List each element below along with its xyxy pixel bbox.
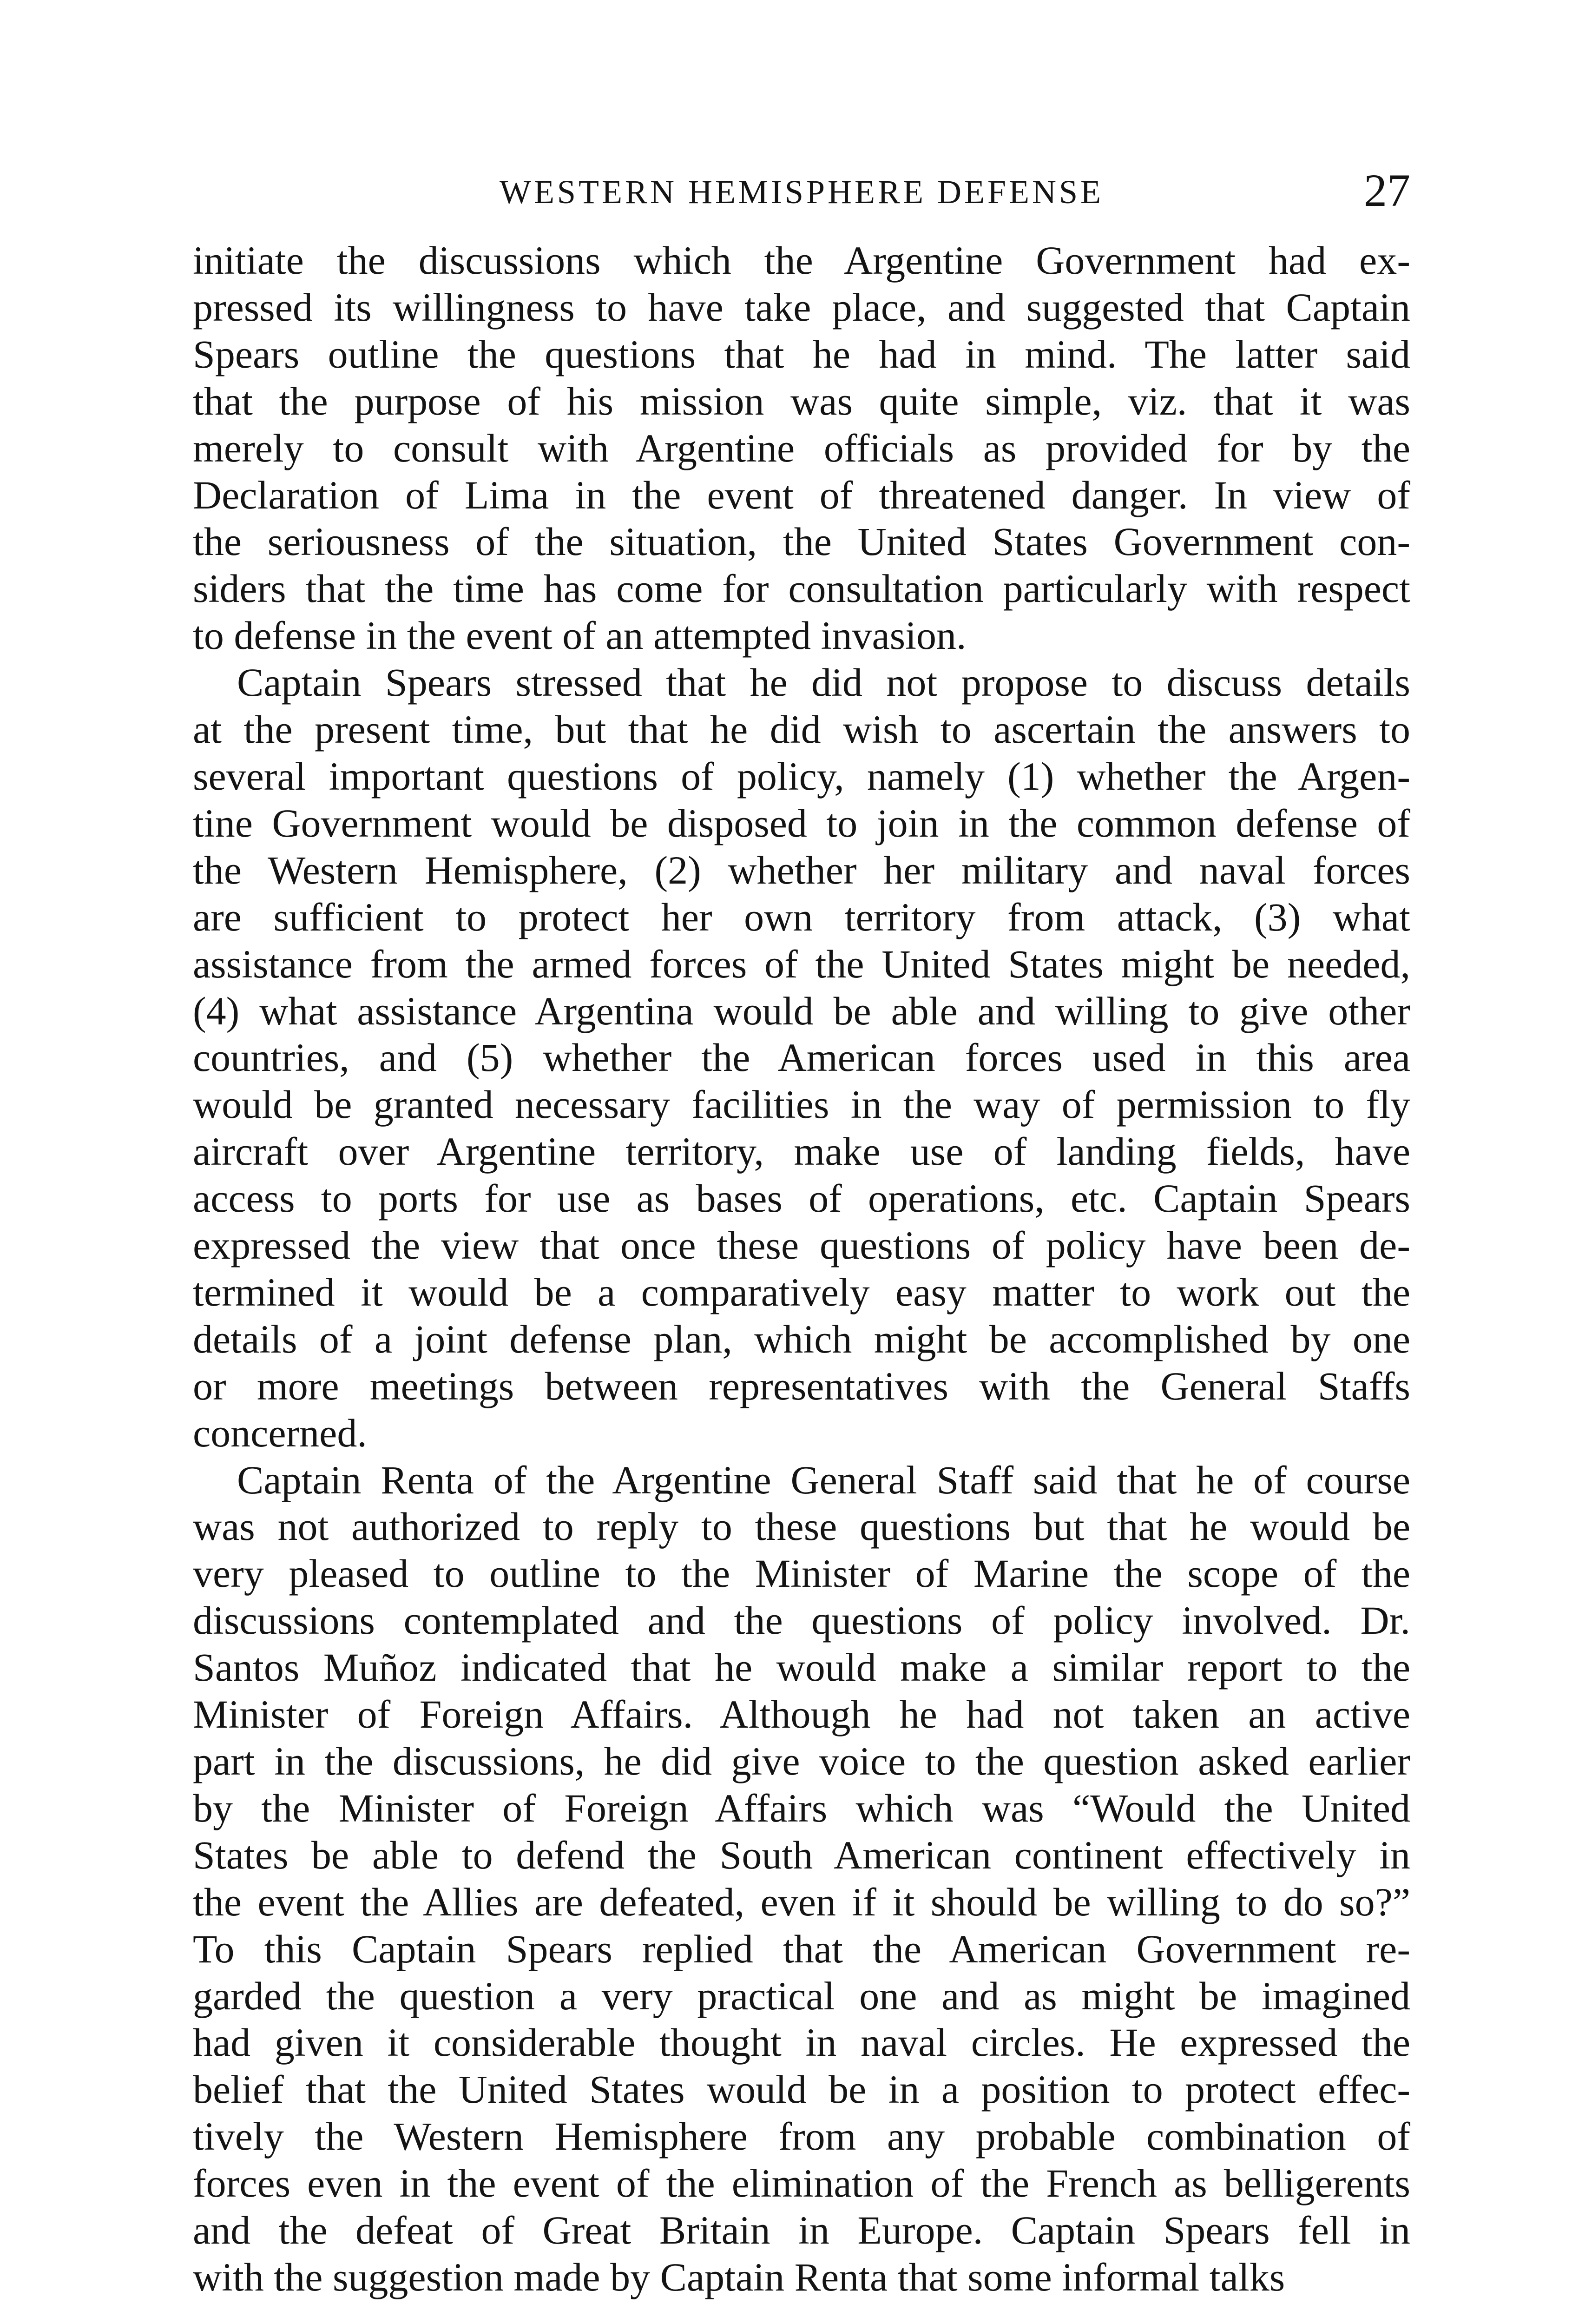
- text-line: To this Captain Spears replied that the American Government re-: [193, 1926, 1410, 1971]
- text-line: discussions contemplated and the questions of policy involved. Dr.: [193, 1598, 1410, 1643]
- text-line: would be granted necessary facilities in the way of permission to fly: [193, 1082, 1410, 1127]
- text-line: with the suggestion made by Captain Renta that some informal talks: [193, 2254, 1285, 2299]
- text-line: belief that the United States would be in a position to protect effec-: [193, 2067, 1410, 2112]
- body-text: [193, 237, 1410, 2301]
- text-line: initiate the discussions which the Argentine Government had ex-: [193, 238, 1410, 283]
- text-line: the event the Allies are defeated, even if it should be willing to do so?”: [193, 1879, 1410, 1924]
- paragraph: [193, 659, 1410, 1456]
- paragraph: [193, 237, 1410, 659]
- text-line: part in the discussions, he did give voice to the question asked earlier: [193, 1739, 1410, 1783]
- text-line: States be able to defend the South American continent effectively in: [193, 1832, 1410, 1877]
- text-line: the seriousness of the situation, the United States Government con-: [193, 519, 1410, 564]
- page-number: 27: [1364, 165, 1410, 216]
- text-line: Declaration of Lima in the event of threatened danger. In view of: [193, 472, 1410, 517]
- text-line: to defense in the event of an attempted invasion.: [193, 613, 967, 658]
- text-line: at the present time, but that he did wish to ascertain the answers to: [193, 707, 1410, 752]
- running-title: WESTERN HEMISPHERE DEFENSE: [499, 173, 1104, 211]
- text-line: aircraft over Argentine territory, make use of landing fields, have: [193, 1129, 1410, 1174]
- text-line: concerned.: [193, 1410, 367, 1455]
- paragraph: [193, 1457, 1410, 2301]
- text-line: merely to consult with Argentine officials as provided for by the: [193, 425, 1410, 470]
- text-line: (4) what assistance Argentina would be able and willing to give other: [193, 988, 1410, 1033]
- text-line: tine Government would be disposed to join in the common defense of: [193, 800, 1410, 845]
- text-line: had given it considerable thought in naval circles. He expressed the: [193, 2020, 1410, 2065]
- text-line: Santos Muñoz indicated that he would make a similar report to the: [193, 1645, 1410, 1690]
- text-line: termined it would be a comparatively easy matter to work out the: [193, 1269, 1410, 1314]
- text-line: was not authorized to reply to these questions but that he would be: [193, 1504, 1410, 1549]
- text-line: assistance from the armed forces of the United States might be needed,: [193, 941, 1410, 986]
- text-line: Captain Renta of the Argentine General Staff said that he of course: [237, 1457, 1410, 1502]
- text-line: Captain Spears stressed that he did not propose to discuss details: [237, 660, 1410, 705]
- text-line: details of a joint defense plan, which might be accomplished by one: [193, 1316, 1410, 1361]
- text-line: Spears outline the questions that he had in mind. The latter said: [193, 331, 1410, 376]
- text-line: tively the Western Hemisphere from any probable combination of: [193, 2114, 1410, 2159]
- text-line: access to ports for use as bases of operations, etc. Captain Spears: [193, 1176, 1410, 1221]
- text-line: by the Minister of Foreign Affairs which was “Would the United: [193, 1785, 1410, 1830]
- running-head: [193, 165, 1410, 221]
- text-line: pressed its willingness to have take place, and suggested that Captain: [193, 284, 1410, 330]
- text-line: and the defeat of Great Britain in Europe. Captain Spears fell in: [193, 2208, 1410, 2253]
- text-line: several important questions of policy, namely (1) whether the Argen-: [193, 753, 1410, 799]
- text-line: very pleased to outline to the Minister of Marine the scope of the: [193, 1551, 1410, 1596]
- text-line: forces even in the event of the elimination of the French as belligerents: [193, 2161, 1410, 2206]
- text-line: expressed the view that once these questions of policy have been de-: [193, 1223, 1410, 1268]
- text-line: countries, and (5) whether the American forces used in this area: [193, 1035, 1410, 1080]
- text-line: that the purpose of his mission was quite simple, viz. that it was: [193, 378, 1410, 423]
- text-line: garded the question a very practical one and as might be imagined: [193, 1973, 1410, 2018]
- text-line: Minister of Foreign Affairs. Although he had not taken an active: [193, 1692, 1410, 1737]
- text-line: or more meetings between representatives with the General Staffs: [193, 1363, 1410, 1408]
- text-line: siders that the time has come for consultation particularly with respect: [193, 566, 1410, 611]
- text-line: the Western Hemisphere, (2) whether her military and naval forces: [193, 847, 1410, 892]
- text-line: are sufficient to protect her own territory from attack, (3) what: [193, 894, 1410, 939]
